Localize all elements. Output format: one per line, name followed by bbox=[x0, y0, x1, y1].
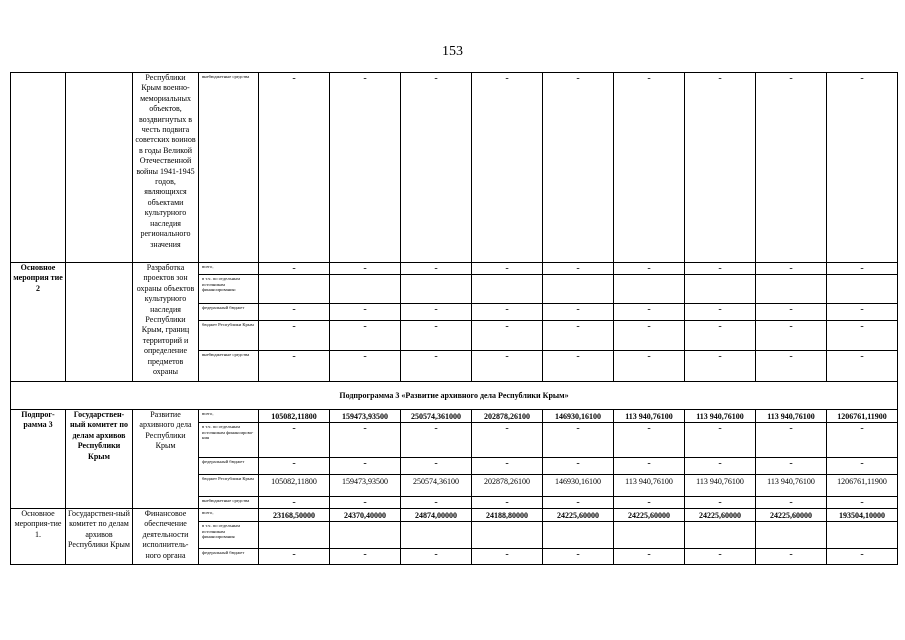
dash-cell: - bbox=[401, 497, 472, 509]
funding-source: бюджет Республики Крым bbox=[199, 321, 259, 351]
dash-cell: - bbox=[685, 304, 756, 321]
subprogram-title: Подпрограмма 3 «Развитие архивного дела Республики Крым» bbox=[11, 382, 898, 410]
value-cell: 113 940,76100 bbox=[756, 410, 827, 423]
dash-cell: - bbox=[401, 73, 472, 263]
dash-cell: - bbox=[259, 351, 330, 382]
measure-name: Финансовое обеспечение деятельности исполнитель-ного органа bbox=[133, 509, 199, 565]
dash-cell: - bbox=[614, 351, 685, 382]
col2-empty bbox=[66, 73, 133, 263]
value-cell: 113 940,76100 bbox=[614, 410, 685, 423]
dash-cell: - bbox=[756, 304, 827, 321]
dash-cell: - bbox=[330, 497, 401, 509]
dash-cell: - bbox=[685, 263, 756, 275]
executor-empty bbox=[66, 263, 133, 382]
empty-cell bbox=[330, 275, 401, 304]
value-cell: 113 940,76100 bbox=[614, 475, 685, 497]
empty-cell bbox=[685, 522, 756, 549]
dash-cell: - bbox=[614, 321, 685, 351]
dash-cell: - bbox=[259, 497, 330, 509]
dash-cell: - bbox=[330, 351, 401, 382]
value-cell: 24225,60000 bbox=[685, 509, 756, 522]
funding-source: федеральный бюджет bbox=[199, 549, 259, 565]
table-row bbox=[11, 382, 898, 410]
dash-cell: - bbox=[614, 304, 685, 321]
dash-cell: - bbox=[685, 73, 756, 263]
funding-source: всего, bbox=[199, 410, 259, 423]
value-cell: 24225,60000 bbox=[543, 509, 614, 522]
dash-cell: - bbox=[827, 458, 898, 475]
dash-cell: - bbox=[614, 458, 685, 475]
dash-cell: - bbox=[543, 321, 614, 351]
empty-cell bbox=[756, 522, 827, 549]
dash-cell: - bbox=[685, 497, 756, 509]
table-row bbox=[11, 509, 898, 522]
dash-cell: - bbox=[543, 549, 614, 565]
dash-cell: - bbox=[756, 423, 827, 458]
dash-cell: - bbox=[827, 73, 898, 263]
empty-cell bbox=[543, 522, 614, 549]
executor: Государствен-ный комитет по делам архивов Республики Крым bbox=[66, 410, 133, 509]
funding-source: в т.ч. по отдельным источникам финансирова-ния bbox=[199, 423, 259, 458]
value-cell: 1206761,11900 bbox=[827, 475, 898, 497]
dash-cell: - bbox=[543, 263, 614, 275]
dash-cell: - bbox=[614, 263, 685, 275]
value-cell: 24225,60000 bbox=[614, 509, 685, 522]
dash-cell: - bbox=[330, 73, 401, 263]
dash-cell: - bbox=[685, 351, 756, 382]
value-cell: 113 940,76100 bbox=[685, 410, 756, 423]
value-cell: 105082,11800 bbox=[259, 410, 330, 423]
funding-source: федеральный бюджет bbox=[199, 458, 259, 475]
funding-source: в т.ч. по отдельным источникам финансирования bbox=[199, 522, 259, 549]
empty-cell bbox=[401, 275, 472, 304]
value-cell: 159473,93500 bbox=[330, 410, 401, 423]
dash-cell: - bbox=[685, 549, 756, 565]
dash-cell: - bbox=[827, 351, 898, 382]
empty-cell bbox=[827, 275, 898, 304]
empty-cell bbox=[685, 275, 756, 304]
funding-source: внебюджетные средства bbox=[199, 497, 259, 509]
dash-cell: - bbox=[401, 304, 472, 321]
subprogram-code: Подпрог-рамма 3 bbox=[11, 410, 66, 509]
dash-cell: - bbox=[401, 458, 472, 475]
dash-cell: - bbox=[259, 73, 330, 263]
dash-cell: - bbox=[472, 321, 543, 351]
value-cell: 146930,16100 bbox=[543, 410, 614, 423]
value-cell: 250574,361000 bbox=[401, 410, 472, 423]
dash-cell: - bbox=[614, 549, 685, 565]
empty-cell bbox=[472, 275, 543, 304]
value-cell: 146930,16100 bbox=[543, 475, 614, 497]
funding-source: федеральный бюджет bbox=[199, 304, 259, 321]
empty-cell bbox=[330, 522, 401, 549]
value-cell: 24188,80000 bbox=[472, 509, 543, 522]
table-row bbox=[11, 73, 898, 263]
value-cell: 24370,40000 bbox=[330, 509, 401, 522]
dash-cell: - bbox=[472, 73, 543, 263]
dash-cell: - bbox=[401, 549, 472, 565]
dash-cell: - bbox=[543, 351, 614, 382]
empty-cell bbox=[614, 275, 685, 304]
dash-cell: - bbox=[472, 458, 543, 475]
dash-cell: - bbox=[330, 304, 401, 321]
dash-cell: - bbox=[685, 458, 756, 475]
dash-cell: - bbox=[401, 423, 472, 458]
value-cell: 1206761,11900 bbox=[827, 410, 898, 423]
dash-cell: - bbox=[614, 73, 685, 263]
col1-empty bbox=[11, 73, 66, 263]
dash-cell: - bbox=[330, 263, 401, 275]
value-cell: 24225,60000 bbox=[756, 509, 827, 522]
value-cell: 113 940,76100 bbox=[756, 475, 827, 497]
dash-cell: - bbox=[756, 321, 827, 351]
dash-cell: - bbox=[472, 351, 543, 382]
table-row bbox=[11, 410, 898, 423]
page-number: 153 bbox=[442, 44, 463, 59]
dash-cell: - bbox=[543, 423, 614, 458]
dash-cell: - bbox=[756, 263, 827, 275]
value-cell: 202878,26100 bbox=[472, 410, 543, 423]
dash-cell: - bbox=[827, 321, 898, 351]
dash-cell: - bbox=[827, 263, 898, 275]
dash-cell: - bbox=[685, 423, 756, 458]
dash-cell: - bbox=[259, 263, 330, 275]
dash-cell: - bbox=[259, 304, 330, 321]
dash-cell: - bbox=[259, 423, 330, 458]
funding-source: внебюджетные средства bbox=[199, 351, 259, 382]
value-cell: 193504,10000 bbox=[827, 509, 898, 522]
dash-cell: - bbox=[330, 321, 401, 351]
dash-cell: - bbox=[259, 458, 330, 475]
dash-cell: - bbox=[756, 497, 827, 509]
financing-table bbox=[10, 72, 898, 565]
value-cell: 159473,93500 bbox=[330, 475, 401, 497]
funding-source: внебюджетные средства bbox=[199, 73, 259, 263]
empty-cell bbox=[543, 275, 614, 304]
activity-code: Основное мероприя-тие 1. bbox=[11, 509, 66, 565]
dash-cell: - bbox=[827, 497, 898, 509]
dash-cell: - bbox=[543, 73, 614, 263]
funding-source: всего, bbox=[199, 263, 259, 275]
table-row bbox=[11, 263, 898, 275]
dash-cell: - bbox=[543, 458, 614, 475]
empty-cell bbox=[756, 275, 827, 304]
empty-cell bbox=[827, 522, 898, 549]
dash-cell: - bbox=[401, 263, 472, 275]
dash-cell: - bbox=[472, 304, 543, 321]
dash-cell: - bbox=[543, 304, 614, 321]
dash-cell: - bbox=[756, 351, 827, 382]
measure-name: Разработка проектов зон охраны объектов культурного наследия Республики Крым, границ территорий и определение предметов охраны bbox=[133, 263, 199, 382]
dash-cell: - bbox=[259, 321, 330, 351]
dash-cell: - bbox=[259, 549, 330, 565]
empty-cell bbox=[472, 522, 543, 549]
value-cell: 24874,00000 bbox=[401, 509, 472, 522]
value-cell: 113 940,76100 bbox=[685, 475, 756, 497]
dash-cell: - bbox=[401, 321, 472, 351]
dash-cell: - bbox=[330, 423, 401, 458]
value-cell: 105082,11800 bbox=[259, 475, 330, 497]
executor: Государствен-ный комитет по делам архивов Республики Крым bbox=[66, 509, 133, 565]
dash-cell: - bbox=[330, 549, 401, 565]
dash-cell: - bbox=[330, 458, 401, 475]
empty-cell bbox=[614, 522, 685, 549]
value-cell: 23168,50000 bbox=[259, 509, 330, 522]
dash-cell: - bbox=[472, 423, 543, 458]
measure-name: Республики Крым военно-мемориальных объектов, воздвигнутых в честь подвига советских воинов в годы Великой Отечественной войны 1941-1945 годов, являющихся объектами культурного наследия регионального значения bbox=[133, 73, 199, 263]
empty-cell bbox=[401, 522, 472, 549]
dash-cell: - bbox=[827, 304, 898, 321]
dash-cell: - bbox=[472, 549, 543, 565]
dash-cell: - bbox=[756, 549, 827, 565]
dash-cell: - bbox=[756, 73, 827, 263]
dash-cell: - bbox=[472, 263, 543, 275]
dash-cell: - bbox=[685, 321, 756, 351]
measure-name: Развитие архивного дела Республики Крым bbox=[133, 410, 199, 509]
funding-source: всего, bbox=[199, 509, 259, 522]
value-cell: 250574,36100 bbox=[401, 475, 472, 497]
dash-cell: - bbox=[543, 497, 614, 509]
activity-code: Основное мероприя тие 2 bbox=[11, 263, 66, 382]
funding-source: в т.ч. по отдельным источникам финансирования: bbox=[199, 275, 259, 304]
empty-cell bbox=[259, 275, 330, 304]
dash-cell: - bbox=[472, 497, 543, 509]
dash-cell: - bbox=[614, 497, 685, 509]
value-cell: 202878,26100 bbox=[472, 475, 543, 497]
dash-cell: - bbox=[827, 549, 898, 565]
funding-source: бюджет Республики Крым bbox=[199, 475, 259, 497]
dash-cell: - bbox=[401, 351, 472, 382]
empty-cell bbox=[259, 522, 330, 549]
dash-cell: - bbox=[756, 458, 827, 475]
dash-cell: - bbox=[614, 423, 685, 458]
dash-cell: - bbox=[827, 423, 898, 458]
